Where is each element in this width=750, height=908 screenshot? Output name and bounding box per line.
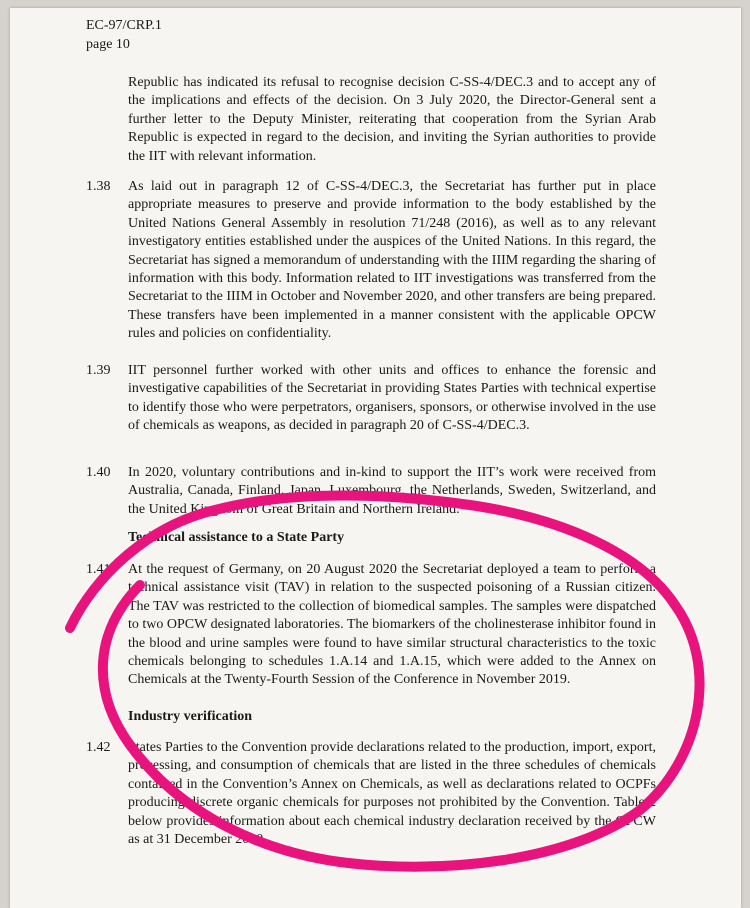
doc-reference: EC-97/CRP.1 bbox=[86, 18, 162, 33]
paragraph-1-40: In 2020, voluntary contributions and in-kind to support the IIT’s work were received from Australia, Canada, Finland, Japan, Luxembourg, the Netherlands, Sweden, Switzerland, and the United Kingdom of Great Britain and Northern Ireland. bbox=[128, 465, 656, 517]
paragraph-1-42: States Parties to the Convention provide declarations related to the production, import, export, processing, and consumption of chemicals that are listed in the three schedules of chemicals contained in the Convention’s Annex on Chemicals, as well as declarations related to OCPFs producing discrete organic chemicals for purposes not prohibited by the Convention. Table 2 below provides information about each chemical industry declaration received by the OPCW as at 31 December 2020. bbox=[128, 740, 656, 848]
paragraph-number: 1.39 bbox=[86, 363, 111, 378]
paragraph-number: 1.42 bbox=[86, 740, 111, 755]
paragraph-1-39: IIT personnel further worked with other units and offices to enhance the forensic and investigative capabilities of the Secretariat in providing States Parties with technical expertise to identify those who were perpetrators, organisers, sponsors, or otherwise involved in the use of chemicals as weapons, as decided in paragraph 20 of C-SS-4/DEC.3. bbox=[128, 363, 656, 434]
document-header bbox=[86, 16, 162, 54]
paragraph-number: 1.38 bbox=[86, 179, 111, 194]
paragraph-1-41: At the request of Germany, on 20 August 2020 the Secretariat deployed a team to perform a technical assistance visit (TAV) in relation to the suspected poisoning of a Russian citizen. The TAV was restricted to the collection of biomedical samples. The samples were dispatched to two OPCW designated laboratories. The biomarkers of the cholinesterase inhibitor found in the blood and urine samples were found to have similar structural characteristics to the toxic chemicals belonging to schedules 1.A.14 and 1.A.15, which were added to the Annex on Chemicals at the Twenty-Fourth Session of the Conference in November 2019. bbox=[128, 562, 656, 688]
page-number: page 10 bbox=[86, 37, 130, 52]
section-heading-industry-verification: Industry verification bbox=[128, 709, 253, 724]
paragraph-1-38: As laid out in paragraph 12 of C-SS-4/DEC.3, the Secretariat has further put in place appropriate measures to preserve and provide information to the body established by the United Nations General Assembly in resolution 71/248 (2016), as well as to any relevant investigatory entities established under the auspices of the United Nations. In this regard, the Secretariat has signed a memorandum of understanding with the IIIM regarding the sharing of information with this body. Information related to IIT investigations was transferred from the Secretariat to the IIIM in October and November 2020, and other transfers are being prepared. These transfers have been implemented in a manner consistent with the applicable OPCW rules and policies on confidentiality. bbox=[128, 179, 656, 342]
paragraph-number: 1.41 bbox=[86, 562, 111, 577]
section-heading-technical-assistance: Technical assistance to a State Party bbox=[128, 530, 345, 545]
paragraph-number: 1.40 bbox=[86, 465, 111, 480]
paragraph-continued: Republic has indicated its refusal to recognise decision C-SS-4/DEC.3 and to accept any of the implications and effects of the decision. On 3 July 2020, the Director-General sent a further letter to the Deputy Minister, reiterating that cooperation from the Syrian Arab Republic is expected in regard to the decision, and inviting the Syrian authorities to provide the IIT with relevant information. bbox=[128, 75, 656, 164]
